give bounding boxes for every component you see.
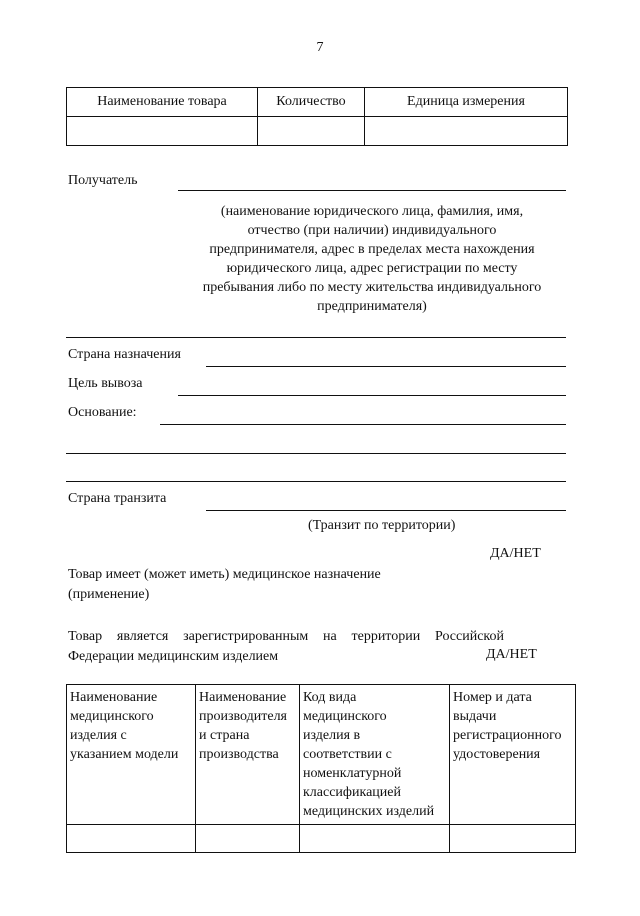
header-line: удостоверения [453, 747, 541, 762]
header-line: медицинского [303, 709, 387, 724]
medical-purpose-line: (применение) [68, 587, 150, 602]
column-header-registration [450, 685, 576, 825]
basis-continuation-line[interactable] [66, 453, 566, 454]
table-header-row [67, 685, 576, 825]
column-header-goods-name: Наименование товара [67, 88, 258, 117]
header-line: производителя [199, 709, 287, 724]
column-header-quantity: Количество [258, 88, 365, 117]
goods-table [66, 87, 568, 146]
export-purpose-input-line[interactable] [178, 395, 566, 396]
transit-yes-no: ДА/НЕТ [490, 546, 541, 561]
medical-device-table [66, 684, 576, 853]
recipient-note-line: предпринимателя, адрес в пределах места нахождения [209, 242, 535, 257]
header-line: Номер и дата [453, 690, 532, 705]
header-line: указанием модели [70, 747, 179, 762]
header-line: медицинского [70, 709, 154, 724]
column-header-device-code [300, 685, 450, 825]
header-line: производства [199, 747, 279, 762]
header-line: изделия с [70, 728, 127, 743]
recipient-input-line[interactable] [178, 190, 566, 191]
table-row [67, 825, 576, 853]
registered-device-line: Федерации медицинским изделием [68, 649, 279, 664]
registered-device-yes-no: ДА/НЕТ [486, 647, 537, 662]
header-line: выдачи [453, 709, 497, 724]
page-number: 7 [316, 40, 324, 55]
recipient-note [170, 202, 574, 316]
destination-country-input-line[interactable] [206, 366, 566, 367]
header-line: номенклатурной [303, 766, 402, 781]
header-line: классификацией [303, 785, 401, 800]
recipient-label: Получатель [68, 173, 138, 188]
medical-purpose-text [68, 565, 381, 605]
table-header-row [67, 88, 568, 117]
recipient-note-line: отчество (при наличии) индивидуального [247, 223, 497, 238]
header-line: медицинских изделий [303, 804, 435, 819]
table-row [67, 117, 568, 146]
basis-label: Основание: [68, 405, 137, 420]
medical-purpose-line: Товар имеет (может иметь) медицинское назначение [68, 567, 381, 582]
device-code-cell[interactable] [300, 825, 450, 853]
quantity-cell[interactable] [258, 117, 365, 146]
manufacturer-cell[interactable] [196, 825, 300, 853]
basis-input-line[interactable] [160, 424, 566, 425]
header-line: регистрационного [453, 728, 562, 743]
recipient-continuation-line[interactable] [66, 337, 566, 338]
header-line: Наименование [199, 690, 287, 705]
column-header-device-name [67, 685, 196, 825]
destination-country-label: Страна назначения [68, 347, 181, 362]
recipient-note-line: предпринимателя) [317, 299, 427, 314]
column-header-manufacturer [196, 685, 300, 825]
header-line: изделия в [303, 728, 361, 743]
transit-note: (Транзит по территории) [308, 518, 456, 533]
transit-country-input-line[interactable] [206, 510, 566, 511]
column-header-unit: Единица измерения [365, 88, 568, 117]
header-line: Код вида [303, 690, 357, 705]
goods-name-cell[interactable] [67, 117, 258, 146]
registered-device-line: Товар является зарегистрированным на территории Российской [68, 629, 504, 644]
recipient-note-line: пребывания либо по месту жительства индивидуального [202, 280, 542, 295]
header-line: и страна [199, 728, 250, 743]
basis-continuation-line[interactable] [66, 481, 566, 482]
registered-device-text [68, 627, 504, 667]
header-line: соответствии с [303, 747, 392, 762]
recipient-note-line: юридического лица, адрес регистрации по месту [226, 261, 518, 276]
export-purpose-label: Цель вывоза [68, 376, 143, 391]
unit-cell[interactable] [365, 117, 568, 146]
header-line: Наименование [70, 690, 158, 705]
registration-cell[interactable] [450, 825, 576, 853]
device-name-cell[interactable] [67, 825, 196, 853]
transit-country-label: Страна транзита [68, 491, 167, 506]
recipient-note-line: (наименование юридического лица, фамилия, имя, [220, 204, 524, 219]
